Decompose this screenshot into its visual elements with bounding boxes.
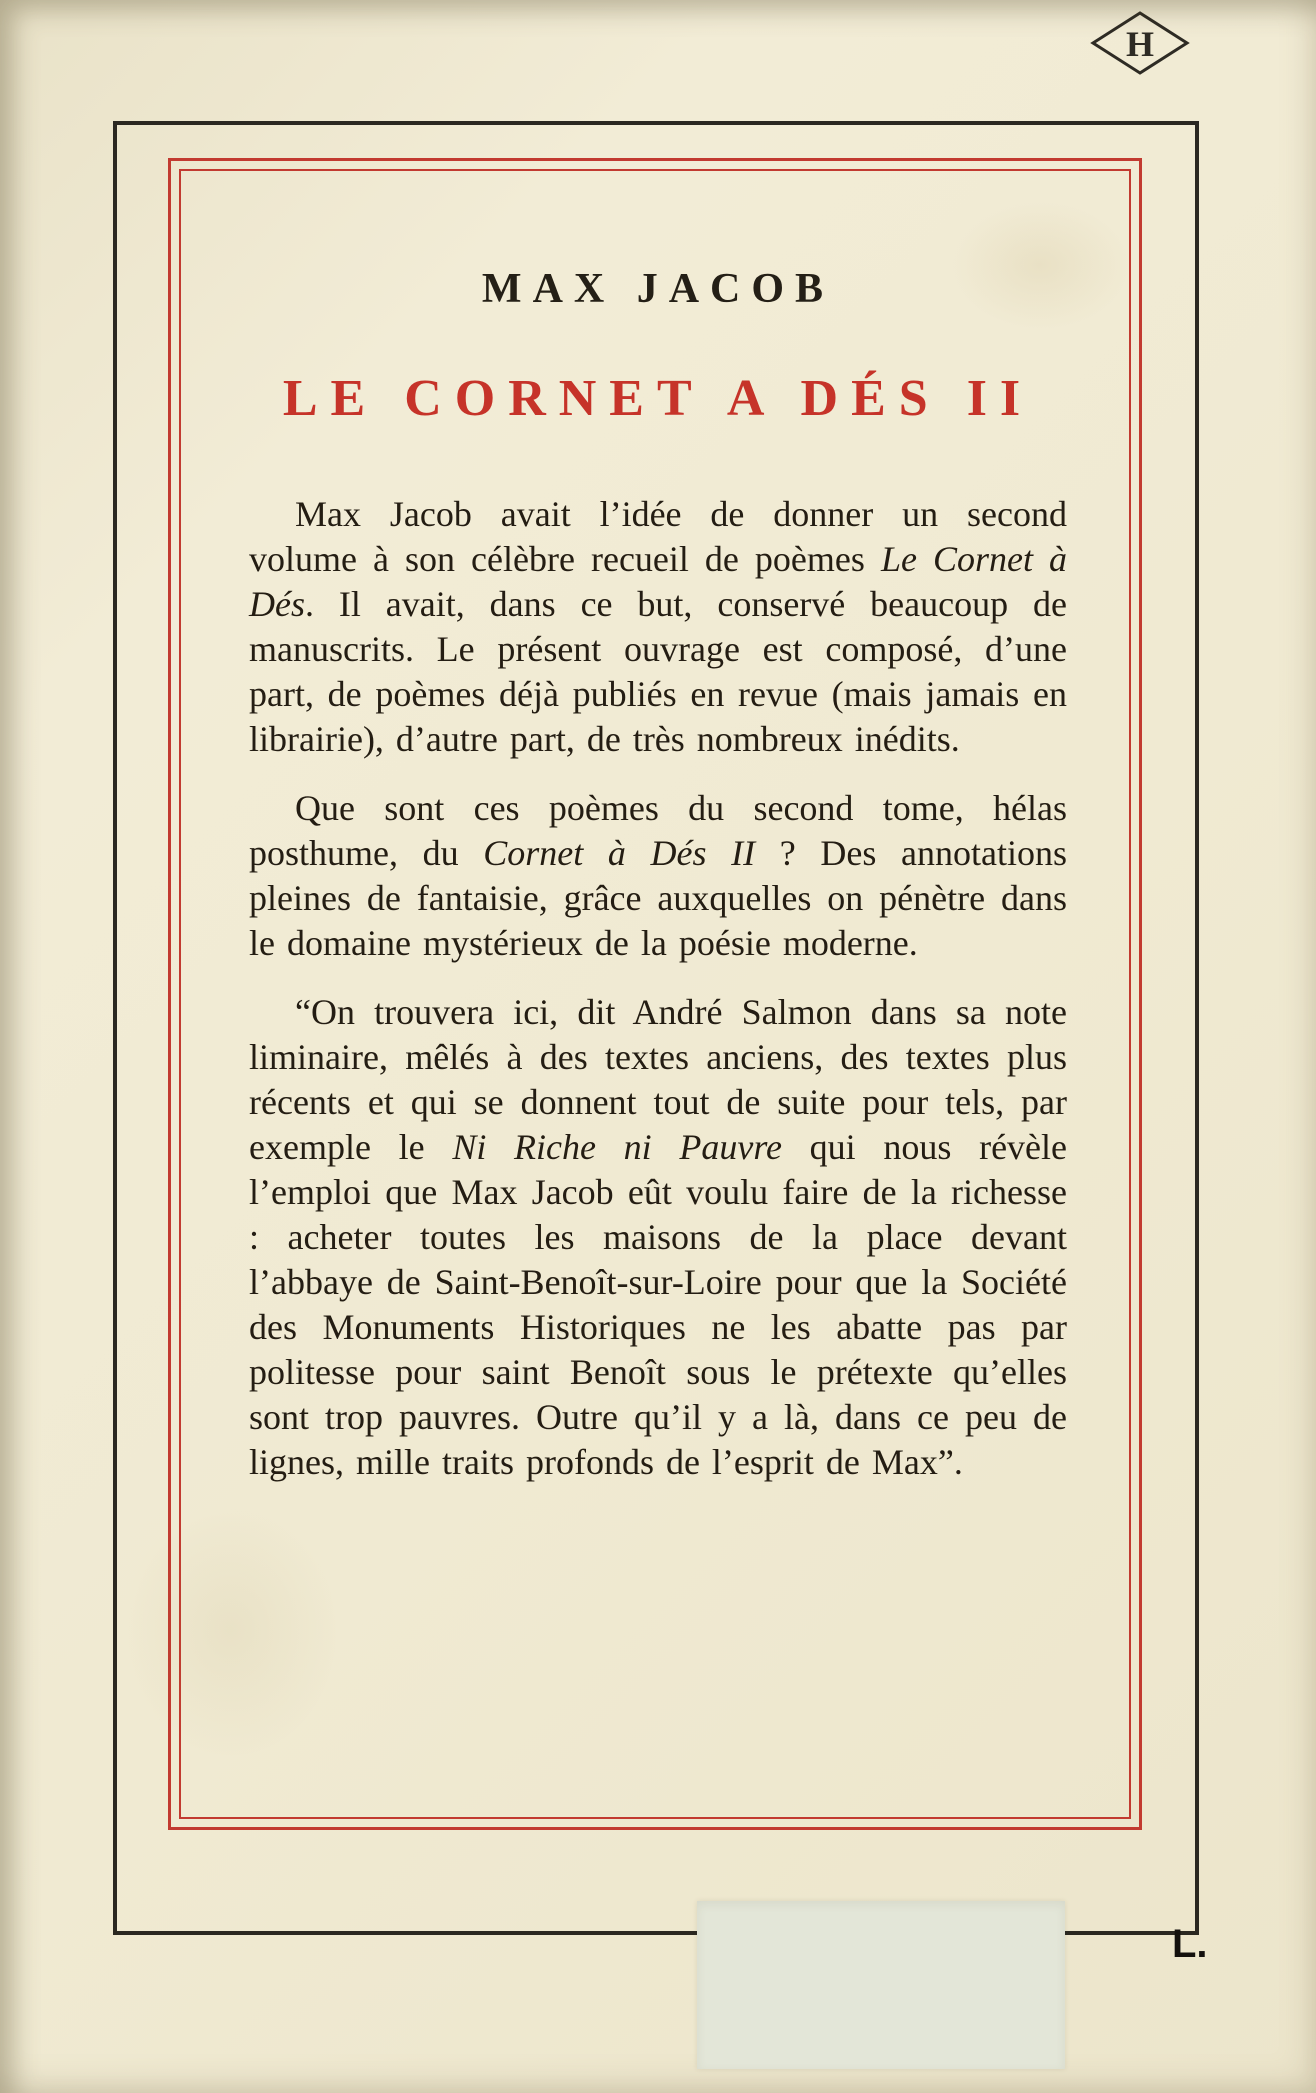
text-segment: “On trouvera ici, dit André Salmon dans sa note liminaire, mêlés à des textes anciens, des textes plus récents et qui se donnent tout de suite pour tels, par exemple le <box>249 992 1067 1167</box>
text-segment: Que sont ces poèmes du second tome, hélas posthume, du <box>249 788 1067 873</box>
publisher-logo-letter: H <box>1125 24 1155 64</box>
text-segment: . Il avait, dans ce but, conservé beaucoup de manuscrits. Le présent ouvrage est composé, d’une part, de poèmes déjà publiés en revue (mais jamais en librairie), d’autre part, de très nombreux inédits. <box>249 584 1067 759</box>
italic-text-segment: Ni Riche ni Pauvre <box>452 1127 782 1167</box>
book-title: LE CORNET A DÉS II <box>282 370 1034 427</box>
text-segment: ? Des annotations pleines de fantaisie, grâce auxquelles on pénètre dans le domaine mystérieux de la poésie moderne. <box>249 833 1067 963</box>
italic-text-segment: Cornet à Dés II <box>483 833 756 873</box>
paragraph <box>249 786 1067 966</box>
corner-mark: L. <box>1172 1922 1208 1966</box>
paper-stain <box>120 1500 340 1760</box>
text-segment: qui nous révèle l’emploi que Max Jacob eût voulu faire de la richesse : acheter toutes les maisons de la place devant l’abbaye de Saint-Benoît-sur-Loire pour que la Société des Monuments Historiques ne les abatte pas par politesse pour saint Benoît sous le prétexte qu’elles sont trop pauvres. Outre qu’il y a là, dans ce peu de lignes, mille traits profonds de l’esprit de Max”. <box>249 1127 1068 1482</box>
text-segment: Max Jacob avait l’idée de donner un second volume à son célèbre recueil de poèmes <box>249 494 1067 579</box>
author-name: MAX JACOB <box>481 266 835 312</box>
paper-stain <box>950 200 1130 330</box>
italic-text-segment: Le Cornet à Dés <box>249 539 1067 624</box>
sticker-residue <box>697 1901 1065 2069</box>
publisher-logo-icon <box>1090 10 1190 76</box>
paragraph <box>249 492 1067 762</box>
description <box>249 492 1067 1485</box>
paragraph <box>249 990 1067 1485</box>
